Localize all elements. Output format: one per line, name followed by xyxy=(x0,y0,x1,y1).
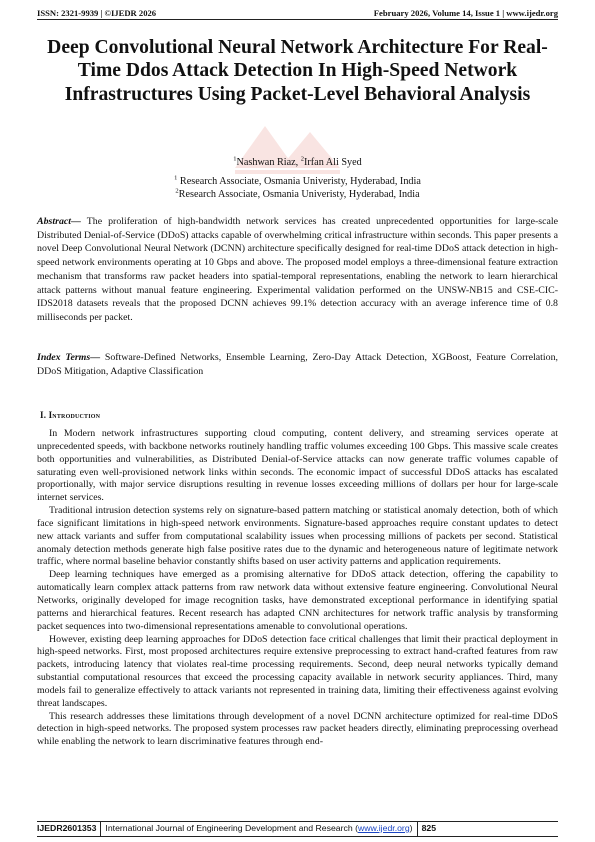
affiliation-2 xyxy=(37,188,558,201)
abstract-text: The proliferation of high-bandwidth network services has created unprecedented opportunities for large-scale Distributed Denial-of-Service (DDoS) attacks capable of overwhelming critical infrastructure within seconds. This paper presents a novel Deep Convolutional Neural Network (DCNN) architecture specifically designed for real-time DDoS attack detection in high-speed network environments operating at 10 Gbps and above. The proposed model employs a three-dimensional feature extraction mechanism that transforms raw packet headers into spatial-temporal representations, enabling the network to learn hierarchical attack patterns without manual feature engineering. Experimental validation performed on the UNSW-NB15 and CSE-CIC-IDS2018 datasets reveals that the proposed DCNN achieves 99.1% detection accuracy with an average inference time of 0.8 milliseconds per packet. xyxy=(37,216,558,323)
footer-paper-id: IJEDR2601353 xyxy=(37,822,101,836)
page-footer xyxy=(37,821,558,837)
header-rule xyxy=(37,19,558,20)
paragraph: Traditional intrusion detection systems rely on signature-based pattern matching or statistical anomaly detection, both of which face significant limitations in high-speed network environments. Signature-based approaches require constant updates to detect new attack variants and suffer from computational scalability issues when processing millions of packets per second. Statistical anomaly detection methods generate high false positive rates due to the dynamic and heterogeneous nature of legitimate network traffic, where normal baseline behavior constantly shifts based on user activity patterns and application requirements. xyxy=(37,505,558,568)
affiliation-1-text: Research Associate, Osmania Univeristy, Hyderabad, India xyxy=(179,176,421,187)
affiliation-2-text: Research Associate, Osmania Univeristy, Hyderabad, India xyxy=(178,189,420,200)
ijedr-logo-watermark-icon xyxy=(225,118,365,178)
paper-title: Deep Convolutional Neural Network Architecture For Real-Time Ddos Attack Detection In High-Speed Network Infrastructures Using Packet-Level Behavioral Analysis xyxy=(47,37,548,105)
introduction-body xyxy=(37,428,558,749)
header-issn: ISSN: 2321-9939 | ©IJEDR 2026 xyxy=(37,8,157,18)
abstract-label: Abstract— xyxy=(37,216,81,227)
affiliation-1-sup: 1 xyxy=(174,174,178,182)
section-heading-introduction xyxy=(40,410,100,420)
affiliation-2-sup: 2 xyxy=(175,187,179,195)
footer-page-number: 825 xyxy=(421,823,437,833)
index-terms-label: Index Terms— xyxy=(37,352,101,363)
footer-website-link[interactable]: www.ijedr.org xyxy=(358,823,410,833)
paragraph: In Modern network infrastructures supporting cloud computing, content delivery, and streaming services operate at unprecedented speeds, with backbone networks routinely handling traffic volumes exceeding 100 Gbps. This massive scale creates both opportunities and vulnerabilities, as Distributed Denial-of-Service attacks can now generate traffic volumes capable of saturating even well-provisioned network links within seconds. The economic impact of successful DDoS attacks has escalated proportionally, with major service disruptions resulting in revenue losses exceeding millions of dollars per hour for large-scale internet services. xyxy=(37,428,558,504)
author-2-sup: 2 xyxy=(300,155,304,163)
footer-journal-suffix: ) xyxy=(409,823,413,833)
footer-journal xyxy=(101,822,417,836)
index-terms xyxy=(37,351,558,378)
author-1-sup: 1 xyxy=(233,155,237,163)
affiliation-1 xyxy=(37,175,558,188)
author-1-name: Nashwan Riaz xyxy=(236,157,296,168)
paragraph: However, existing deep learning approaches for DDoS detection face critical challenges that limit their practical deployment in high-speed networks. First, most proposed architectures require extensive preprocessing to extract hand-crafted features from raw packets, introducing latency that violates real-time processing requirements. Second, deep neural networks typically demand substantial computational resources that exceed the processing capacity available in network security appliances. Third, many models fail to generalize effectively to attack variants not represented in training data, limiting their effectiveness against evolving threat landscapes. xyxy=(37,633,558,709)
section-title: Introduction xyxy=(48,410,101,420)
abstract xyxy=(37,215,558,325)
paragraph: Deep learning techniques have emerged as a promising alternative for DDoS attack detection, offering the capability to automatically learn complex attack patterns from raw network data without extensive feature engineering. Convolutional Neural Networks, originally developed for image recognition tasks, have demonstrated exceptional performance in identifying spatial patterns and hierarchical features. Recent research has adapted CNN architectures for network traffic analysis by transforming packet sequences into two-dimensional representations amenable to convolutional operations. xyxy=(37,569,558,632)
index-terms-text: Software-Defined Networks, Ensemble Learning, Zero-Day Attack Detection, XGBoost, Feature Correlation, DDoS Mitigation, Adaptive Classification xyxy=(37,352,558,377)
header-issue: February 2026, Volume 14, Issue 1 | www.ijedr.org xyxy=(373,8,558,18)
paragraph: This research addresses these limitations through development of a novel DCNN architecture optimized for real-time DDoS detection in high-speed networks. The proposed system processes raw packet headers directly, eliminating preprocessing overhead while enabling the network to learn discriminative features through end- xyxy=(37,710,558,748)
running-header xyxy=(37,6,558,20)
author-line: $^1$Nashwan Riaz, $^2$Irfan Ali Syed xyxy=(233,155,362,168)
footer-journal-prefix: International Journal of Engineering Development and Research ( xyxy=(105,823,358,833)
author-2-name: Irfan Ali Syed xyxy=(304,157,362,168)
section-number: I. xyxy=(40,410,49,420)
